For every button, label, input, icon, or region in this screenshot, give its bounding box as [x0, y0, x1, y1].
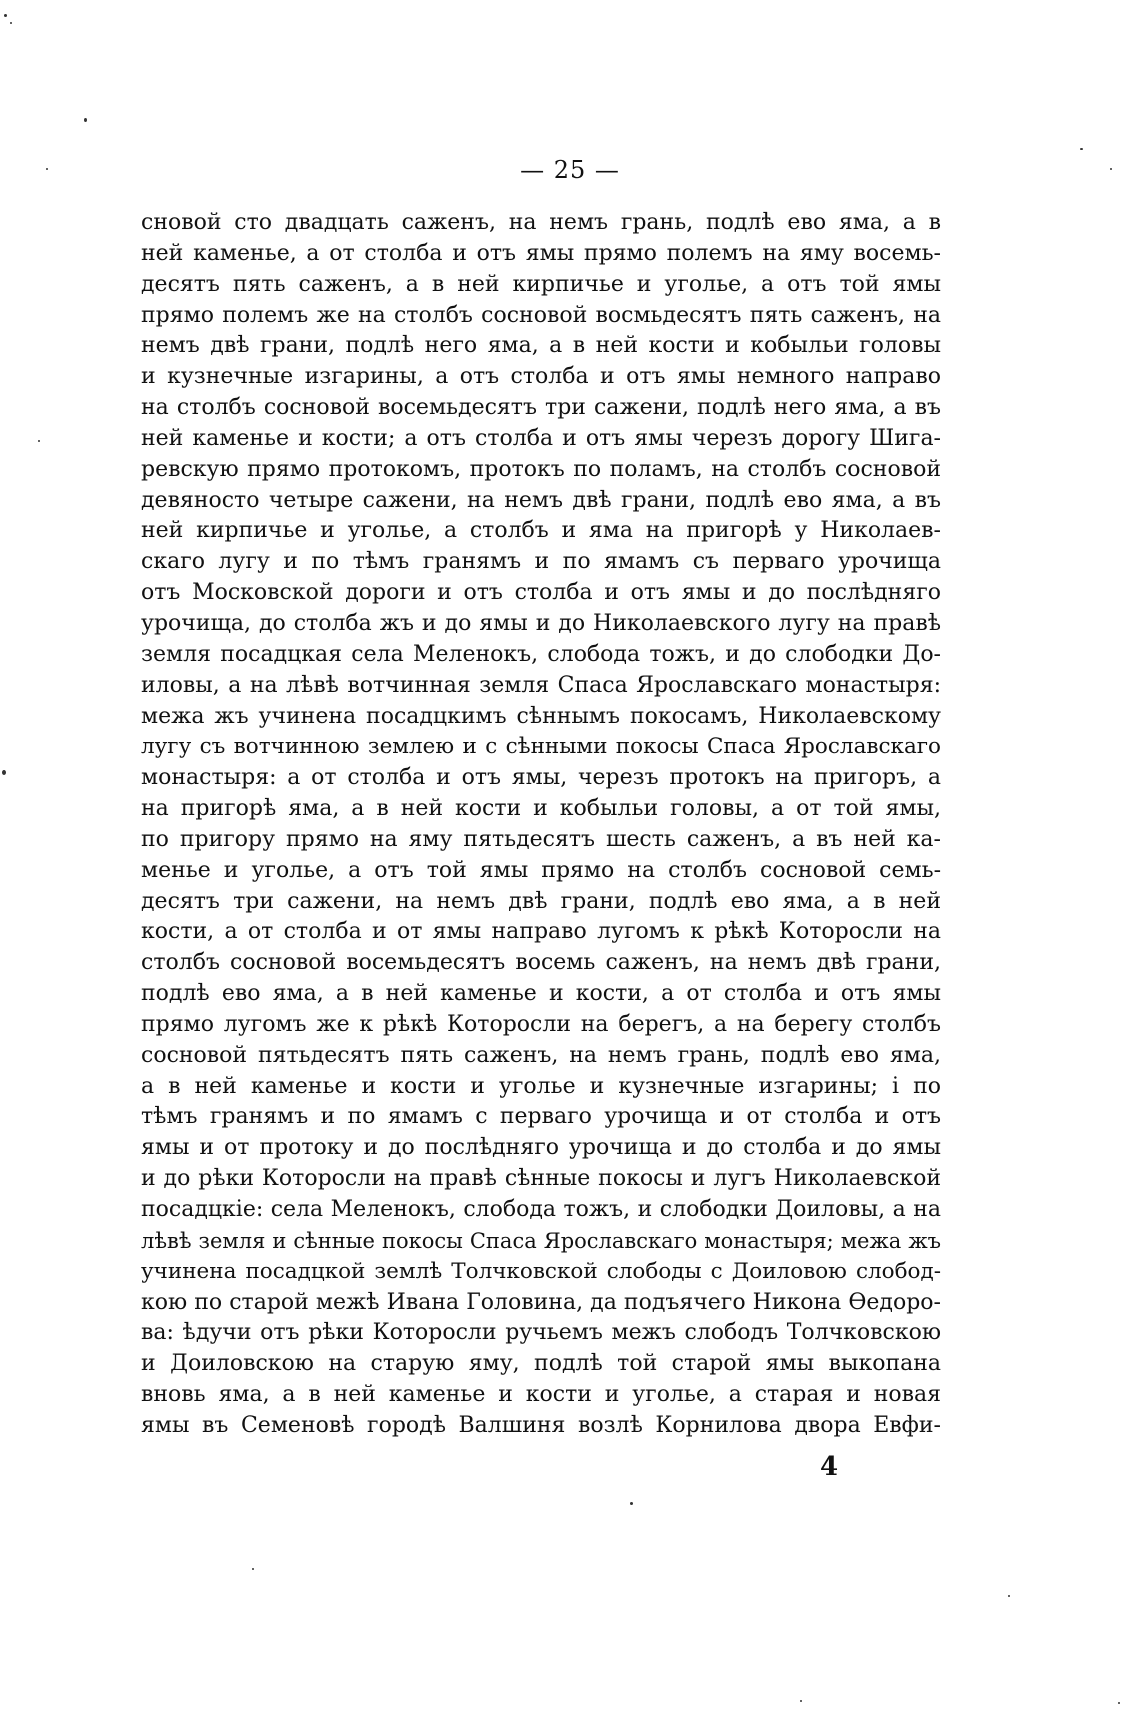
text-line: кою по старой межѣ Ивана Головина, да подъячего Никона Ѳедоро-: [141, 1289, 941, 1315]
text-line: ней каменье, а от столба и отъ ямы прямо полемъ на яму восемь-: [141, 240, 941, 266]
text-line: урочища, до столба жъ и до ямы и до Николаевского лугу на правѣ: [141, 610, 941, 636]
text-line: скаго лугу и по тѣмъ гранямъ и по ямамъ съ перваго урочища: [141, 549, 941, 575]
text-line: подлѣ ево яма, а в ней каменье и кости, а от столба и отъ ямы: [141, 981, 941, 1007]
scan-speck: [1008, 1595, 1010, 1597]
scan-speck: [1080, 148, 1083, 150]
text-line: и до рѣки Которосли на правѣ сѣнные покосы и лугъ Николаевской: [141, 1166, 941, 1192]
text-line: по пригору прямо на яму пятьдесятъ шесть саженъ, а въ ней ка-: [141, 826, 941, 852]
text-line: лугу съ вотчинною землею и с сѣнными покосы Спаса Ярославскаго: [141, 734, 941, 760]
scan-speck: [252, 1568, 254, 1570]
text-line: десятъ пять саженъ, а в ней кирпичье и уголье, а отъ той ямы: [141, 271, 941, 297]
text-line: а в ней каменье и кости и уголье и кузнечные изгарины; і по: [141, 1073, 941, 1099]
text-line: монастыря: а от столба и отъ ямы, черезъ протокъ на пригоръ, а: [141, 765, 941, 791]
text-line: прямо полемъ же на столбъ сосновой восмьдесятъ пять саженъ, на: [141, 302, 941, 328]
scan-speck: [46, 168, 48, 170]
text-line: иловы, а на лѣвѣ вотчинная земля Спаса Ярославскаго монастыря:: [141, 672, 941, 698]
scan-speck: [38, 440, 40, 442]
scan-speck: [630, 1502, 633, 1505]
text-line: десятъ три сажени, на немъ двѣ грани, подлѣ ево яма, а в ней: [141, 888, 941, 914]
text-line: и кузнечные изгарины, а отъ столба и отъ ямы немного направо: [141, 364, 941, 390]
scan-speck: [84, 118, 87, 122]
body-text: [141, 208, 941, 1442]
text-line: девяносто четыре сажени, на немъ двѣ грани, подлѣ ево яма, а въ: [141, 487, 941, 513]
text-line: столбъ сосновой восемьдесятъ восемь саженъ, на немъ двѣ грани,: [141, 950, 941, 976]
text-line: вновь яма, а в ней каменье и кости и уголье, а старая и новая: [141, 1382, 941, 1408]
text-line: ней каменье и кости; а отъ столба и отъ ямы черезъ дорогу Шига-: [141, 425, 941, 451]
text-line: лѣвѣ земля и сѣнные покосы Спаса Ярославскаго монастыря; межа жъ: [141, 1228, 941, 1253]
text-line: ревскую прямо протокомъ, протокъ по поламъ, на столбъ сосновой: [141, 456, 941, 482]
text-line: ямы въ Семеновѣ городѣ Валшиня возлѣ Корнилова двора Евфи-: [141, 1412, 941, 1438]
text-line: посадцкіе: села Меленокъ, слобода тожъ, и слободки Доиловы, а на: [141, 1197, 941, 1222]
text-line: межа жъ учинена посадцкимъ сѣннымъ покосамъ, Николаевскому: [141, 703, 941, 729]
text-line: тѣмъ гранямъ и по ямамъ с перваго урочища и от столба и отъ: [141, 1104, 941, 1130]
signature-mark: 4: [820, 1452, 839, 1482]
text-line: менье и уголье, а отъ той ямы прямо на столбъ сосновой семь-: [141, 857, 941, 883]
scan-speck: [1110, 168, 1112, 170]
text-line: немъ двѣ грани, подлѣ него яма, а в ней кости и кобыльи головы: [141, 333, 941, 359]
text-line: на столбъ сосновой восемьдесятъ три сажени, подлѣ него яма, а въ: [141, 395, 941, 421]
scan-speck: [1118, 1702, 1120, 1704]
text-line: отъ Московской дороги и отъ столба и отъ ямы и до послѣдняго: [141, 580, 941, 606]
text-line: сновой сто двадцать саженъ, на немъ грань, подлѣ ево яма, а в: [141, 210, 941, 235]
page-number: — 25 —: [520, 156, 620, 184]
scan-speck: [800, 1700, 802, 1702]
text-line: и Доиловскою на старую яму, подлѣ той старой ямы выкопана: [141, 1351, 941, 1377]
text-line: ней кирпичье и уголье, а столбъ и яма на пригорѣ у Николаев-: [141, 518, 941, 544]
scan-speck: [10, 22, 12, 24]
text-line: кости, а от столба и от ямы направо лугомъ к рѣкѣ Которосли на: [141, 919, 941, 945]
text-line: земля посадцкая села Меленокъ, слобода тожъ, и до слободки До-: [141, 641, 941, 667]
text-line: прямо лугомъ же к рѣкѣ Которосли на берегъ, а на берегу столбъ: [141, 1011, 941, 1037]
scan-speck: [4, 14, 7, 17]
scan-speck: [2, 770, 6, 775]
text-line: ва: ѣдучи отъ рѣки Которосли ручьемъ межъ слободъ Толчковскою: [141, 1320, 941, 1346]
text-line: сосновой пятьдесятъ пять саженъ, на немъ грань, подлѣ ево яма,: [141, 1042, 941, 1068]
text-line: на пригорѣ яма, а в ней кости и кобыльи головы, а от той ямы,: [141, 796, 941, 822]
text-line: учинена посадцкой землѣ Толчковской слободы с Доиловою слобод-: [141, 1258, 941, 1284]
text-line: ямы и от протоку и до послѣдняго урочища и до столба и до ямы: [141, 1135, 941, 1161]
